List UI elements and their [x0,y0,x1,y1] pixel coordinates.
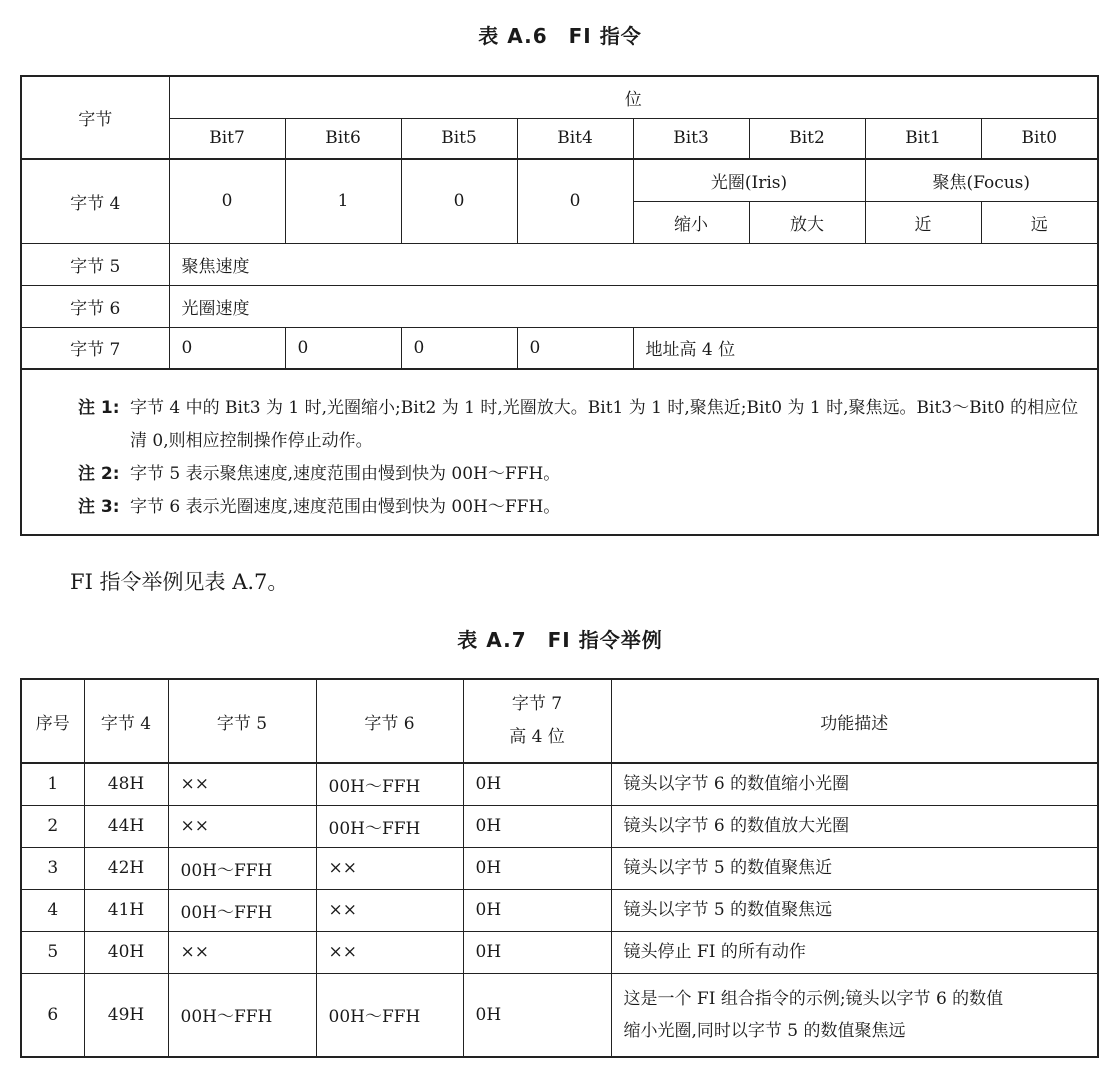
row2-desc: 镜头以字节 6 的数值放大光圈 [611,805,1098,847]
header-bit6: Bit6 [285,118,401,159]
byte6-value: 光圈速度 [169,285,1098,327]
focus-label: 聚焦(Focus) [865,159,1098,201]
note-3-text: 字节 6 表示光圈速度,速度范围由慢到快为 00H～FFH。 [130,497,561,517]
byte4-bit5: 0 [401,159,517,243]
header-seq: 序号 [21,679,84,763]
table-a6 [20,75,1099,536]
reference-paragraph: FI 指令举例见表 A.7。 [70,570,289,594]
header-bit4: Bit4 [517,118,633,159]
note-2-label: 注 2: [78,464,120,484]
byte4-bit4: 0 [517,159,633,243]
iris-label: 光圈(Iris) [633,159,865,201]
row5-byte6: ×× [316,931,463,973]
focus-far: 远 [981,201,1098,243]
table-a6-caption: 表 A.6 FI 指令 [478,24,642,48]
header-byte7-line1: 字节 7 [511,694,563,714]
row5-byte7: 0H [463,931,611,973]
table-row [21,847,1098,889]
row1-byte6: 00H～FFH [316,763,463,805]
byte5-label: 字节 5 [21,243,169,285]
row1-desc: 镜头以字节 6 的数值缩小光圈 [611,763,1098,805]
row2-byte7: 0H [463,805,611,847]
iris-close: 缩小 [633,201,749,243]
header-bit-cell: 位 [169,76,1098,118]
table-a7-caption: 表 A.7 FI 指令举例 [457,628,663,652]
row4-byte4: 41H [84,889,168,931]
row4-desc: 镜头以字节 5 的数值聚焦远 [611,889,1098,931]
focus-near: 近 [865,201,981,243]
row3-desc: 镜头以字节 5 的数值聚焦近 [611,847,1098,889]
row4-byte7: 0H [463,889,611,931]
header-desc: 功能描述 [611,679,1098,763]
table-row [21,931,1098,973]
note-1-label: 注 1: [78,398,120,418]
row2-byte6: 00H～FFH [316,805,463,847]
byte5-value: 聚焦速度 [169,243,1098,285]
row6-desc [611,973,1098,1057]
header-bit5: Bit5 [401,118,517,159]
notes-cell [21,369,1098,535]
byte7-bit6: 0 [285,327,401,369]
header-bit3: Bit3 [633,118,749,159]
header-byte4: 字节 4 [84,679,168,763]
table-a7 [20,678,1099,1058]
byte7-value: 地址高 4 位 [633,327,1098,369]
row4-byte6: ×× [316,889,463,931]
header-bit7: Bit7 [169,118,285,159]
row2-byte4: 44H [84,805,168,847]
byte4-label: 字节 4 [21,159,169,243]
note-1 [78,392,1085,458]
byte7-bit4: 0 [517,327,633,369]
row6-seq: 6 [21,973,84,1057]
row5-byte4: 40H [84,931,168,973]
header-byte7 [463,679,611,763]
row3-seq: 3 [21,847,84,889]
row1-seq: 1 [21,763,84,805]
byte7-bit5: 0 [401,327,517,369]
note-3 [78,491,1085,524]
table-row [21,973,1098,1057]
note-2 [78,458,1085,491]
byte4-bit7: 0 [169,159,285,243]
row6-byte5: 00H～FFH [168,973,316,1057]
row6-desc-line1: 这是一个 FI 组合指令的示例;镜头以字节 6 的数值 [623,988,1004,1009]
row2-byte5: ×× [168,805,316,847]
row2-seq: 2 [21,805,84,847]
byte6-label: 字节 6 [21,285,169,327]
row1-byte5: ×× [168,763,316,805]
row6-byte6: 00H～FFH [316,973,463,1057]
row6-byte7: 0H [463,973,611,1057]
row5-seq: 5 [21,931,84,973]
row5-desc: 镜头停止 FI 的所有动作 [611,931,1098,973]
row1-byte4: 48H [84,763,168,805]
row1-byte7: 0H [463,763,611,805]
header-byte7-line2: 高 4 位 [509,727,565,747]
note-3-label: 注 3: [78,497,120,517]
row5-byte5: ×× [168,931,316,973]
row3-byte4: 42H [84,847,168,889]
header-bit2: Bit2 [749,118,865,159]
table-row [21,763,1098,805]
row4-seq: 4 [21,889,84,931]
header-byte-cell: 字节 [21,76,169,159]
header-bit0: Bit0 [981,118,1098,159]
row3-byte6: ×× [316,847,463,889]
header-byte6: 字节 6 [316,679,463,763]
note-2-text: 字节 5 表示聚焦速度,速度范围由慢到快为 00H～FFH。 [130,464,561,484]
iris-open: 放大 [749,201,865,243]
byte7-bit7: 0 [169,327,285,369]
table-row [21,805,1098,847]
row6-byte4: 49H [84,973,168,1057]
row3-byte5: 00H～FFH [168,847,316,889]
table-row [21,889,1098,931]
byte4-bit6: 1 [285,159,401,243]
header-bit1: Bit1 [865,118,981,159]
header-byte5: 字节 5 [168,679,316,763]
note-1-text: 字节 4 中的 Bit3 为 1 时,光圈缩小;Bit2 为 1 时,光圈放大。Bit1 为 1 时,聚焦近;Bit0 为 1 时,聚焦远。Bit3～Bit0 的相应位清 0,则相应控制操作停止动作。 [130,398,1079,451]
row4-byte5: 00H～FFH [168,889,316,931]
row6-desc-line2: 缩小光圈,同时以字节 5 的数值聚焦远 [623,1020,906,1041]
byte7-label: 字节 7 [21,327,169,369]
row3-byte7: 0H [463,847,611,889]
